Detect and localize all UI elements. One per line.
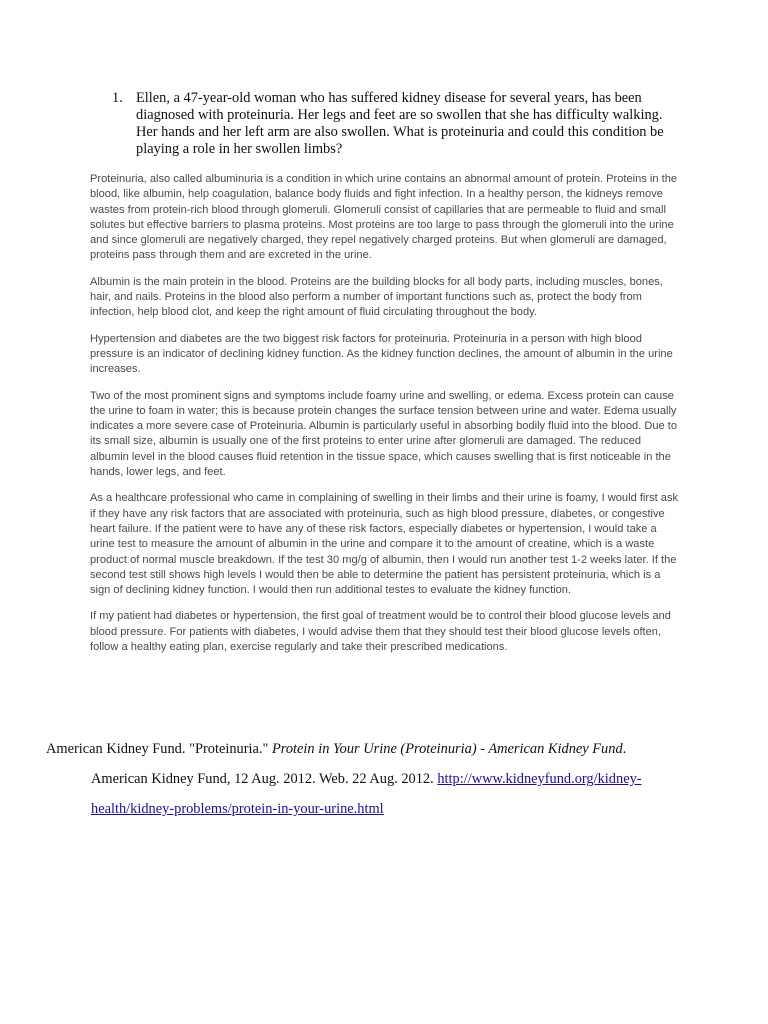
question-text: Ellen, a 47-year-old woman who has suffered kidney disease for several years, has been diagnosed with proteinuria. Her legs and feet are so swollen that she has difficulty walking. Her hands and her left arm are also swollen. What is proteinuria and could this condition be playing a role in her swollen limbs?: [136, 90, 664, 157]
answer-paragraph: Two of the most prominent signs and symptoms include foamy urine and swelling, or edema. Excess protein can cause the urine to foam in water; this is because protein changes the surface tension between urine and water. Edema usually indicates a more severe case of Proteinuria. Albumin is particularly useful in absorbing bodily fluid into the blood. Due to its small size, albumin is usually one of the first proteins to enter urine after glomeruli are damaged. The reduced albumin level in the blood causes fluid retention in the tissue space, which causes swelling that is first noticeable in the hands, lower legs, and feet.: [90, 389, 678, 479]
answer-paragraph: As a healthcare professional who came in complaining of swelling in their limbs and their urine is foamy, I would first ask if they have any risk factors that are associated with proteinuria, such as high blood pressure, diabetes, or congestive heart failure. If the patient were to have any of these risk factors, especially diabetes or hypertension, I would take a urine test to measure the amount of albumin in the urine and compare it to the amount of creatine, which is a waste product of normal muscle breakdown. If the test 30 mg/g of albumin, then I would run another test 1-2 weeks later. If the second test still shows high levels I would then be able to determine the patient has persistent proteinuria, which is a sign of declining kidney function. I would then run additional testes to evaluate the kidney function.: [90, 492, 679, 597]
question-item: [112, 90, 672, 158]
citation-period: .: [622, 741, 627, 757]
citation-third-line: [46, 794, 706, 824]
works-cited-entry: [46, 734, 706, 824]
citation-author-title: American Kidney Fund. "Proteinuria.": [46, 741, 272, 757]
citation-second-line: [46, 764, 706, 794]
answer-paragraph: If my patient had diabetes or hypertension, the first goal of treatment would be to control their blood glucose levels and blood pressure. For patients with diabetes, I would advise them that they should test their blood glucose levels often, follow a healthy eating plan, exercise regularly and take their prescribed medications.: [90, 610, 671, 654]
citation-url-link-continued[interactable]: health/kidney-problems/protein-in-your-urine.html: [91, 801, 384, 817]
question-number: 1.: [112, 90, 123, 106]
citation-source-title: Protein in Your Urine (Proteinuria) - American Kidney Fund: [271, 741, 623, 757]
answer-paragraph: Albumin is the main protein in the blood. Proteins are the building blocks for all body parts, including muscles, bones, hair, and nails. Proteins in the blood also perform a number of important functions such as, protect the body from infection, help blood clot, and keep the right amount of fluid circulating throughout the body.: [90, 275, 663, 319]
answer-paragraph: Hypertension and diabetes are the two biggest risk factors for proteinuria. Proteinuria in a person with high blood pressure is an indicator of declining kidney function. As the kidney function declines, the amount of albumin in the urine increases.: [90, 332, 673, 376]
citation-publisher-dates: American Kidney Fund, 12 Aug. 2012. Web. 22 Aug. 2012.: [91, 771, 438, 787]
citation-first-line: [46, 734, 706, 764]
citation-url-link[interactable]: http://www.kidneyfund.org/kidney-: [437, 771, 642, 787]
answer-body: [90, 172, 682, 666]
answer-paragraph: Proteinuria, also called albuminuria is a condition in which urine contains an abnormal amount of protein. Proteins in the blood, like albumin, help coagulation, balance body fluids and fight infection. In a healthy person, the kidneys remove wastes from protein-rich blood through glomeruli. Glomeruli consist of capillaries that are permeable to fluid and small solutes but effective barriers to plasma proteins. Most proteins are too large to pass through the glomeruli into the urine and since glomeruli are negatively charged, they repel negatively charged proteins. But when glomeruli are damaged, proteins pass through them and are excreted in the urine.: [90, 173, 678, 262]
